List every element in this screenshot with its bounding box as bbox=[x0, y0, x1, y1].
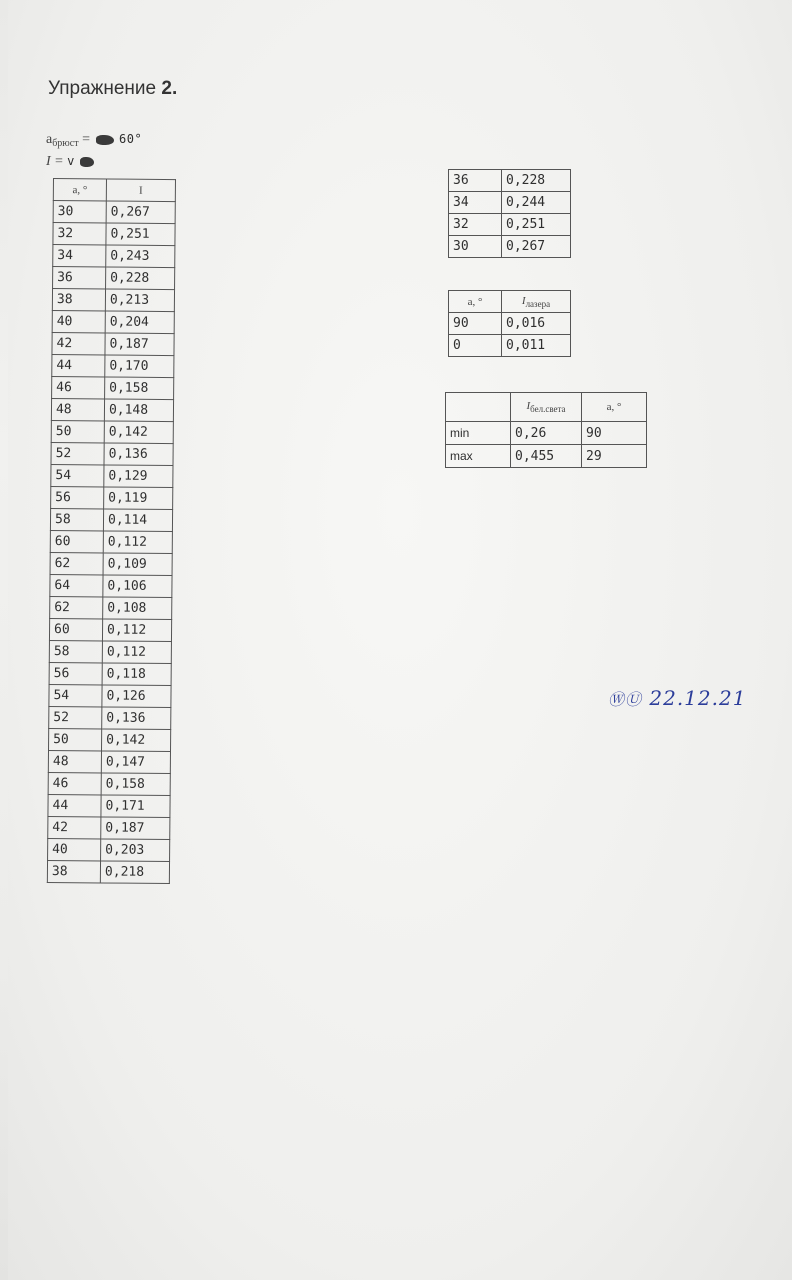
angle-cell: 56 bbox=[49, 662, 102, 684]
table-row bbox=[51, 464, 173, 487]
angle-cell: 90 bbox=[582, 422, 647, 445]
intensity-cell: 0,170 bbox=[105, 355, 174, 378]
table-row bbox=[449, 214, 571, 236]
angle-cell: 32 bbox=[53, 223, 106, 245]
intensity-cell: 0,171 bbox=[101, 795, 170, 818]
intensity-cell: 0,108 bbox=[103, 597, 172, 620]
table-row bbox=[49, 684, 171, 707]
angle-column-header: a, ° bbox=[53, 179, 106, 201]
paper-sheet bbox=[8, 0, 792, 1280]
intensity-cell: 0,112 bbox=[102, 619, 171, 642]
angle-cell: 29 bbox=[582, 445, 647, 468]
table-row bbox=[48, 750, 170, 773]
angle-cell: 38 bbox=[47, 860, 100, 882]
table-row bbox=[53, 267, 175, 290]
table-row bbox=[449, 335, 571, 357]
table-row bbox=[449, 236, 571, 258]
angle-cell: 46 bbox=[52, 376, 105, 398]
intensity-cell: 0,228 bbox=[106, 267, 175, 290]
angle-cell: 42 bbox=[48, 816, 101, 838]
intensity-cell: 0,187 bbox=[105, 333, 174, 356]
empty-header-cell bbox=[446, 393, 511, 422]
intensity-cell: 0,142 bbox=[104, 421, 173, 444]
angle-cell: 42 bbox=[52, 332, 105, 354]
row-label-cell: min bbox=[446, 422, 511, 445]
angle-cell: 50 bbox=[51, 420, 104, 442]
intensity-cell: 0,455 bbox=[511, 445, 582, 468]
intensity-cell: 0,26 bbox=[511, 422, 582, 445]
intensity-cell: 0,011 bbox=[502, 335, 571, 357]
angle-cell: 32 bbox=[449, 214, 502, 236]
angle-cell: 46 bbox=[48, 772, 101, 794]
intensity-label: I = bbox=[46, 154, 64, 169]
intensity-cell: 0,251 bbox=[502, 214, 571, 236]
intensity-subscript: бел.света bbox=[530, 404, 566, 414]
intensity-cell: 0,148 bbox=[104, 399, 173, 422]
signature bbox=[608, 686, 746, 710]
table-row bbox=[52, 289, 174, 312]
ink-blot bbox=[96, 135, 114, 145]
intensity-cell: 0,142 bbox=[102, 729, 171, 752]
table-row bbox=[51, 442, 173, 465]
intensity-cell: 0,112 bbox=[103, 531, 172, 554]
angle-cell: 52 bbox=[51, 442, 104, 464]
angle-cell: 90 bbox=[449, 313, 502, 335]
table-row bbox=[49, 640, 171, 663]
table-row bbox=[48, 794, 170, 817]
angle-cell: 44 bbox=[52, 354, 105, 376]
angle-value: 60° bbox=[119, 132, 143, 146]
table-row bbox=[51, 398, 173, 421]
exercise-title bbox=[48, 78, 177, 100]
intensity-value: v bbox=[67, 154, 75, 168]
signature-mark: ⓌⓊ bbox=[608, 690, 643, 709]
table-header-row bbox=[446, 393, 647, 422]
angle-cell: 48 bbox=[48, 750, 101, 772]
angle-cell: 34 bbox=[53, 245, 106, 267]
intensity-cell: 0,136 bbox=[102, 707, 171, 730]
table-header-row bbox=[53, 179, 175, 202]
table-row bbox=[50, 508, 172, 531]
table-row bbox=[446, 422, 647, 445]
angle-cell: 52 bbox=[49, 706, 102, 728]
table-row bbox=[49, 618, 171, 641]
angle-cell: 54 bbox=[51, 464, 104, 486]
table-row bbox=[50, 552, 172, 575]
laser-intensity-header bbox=[502, 291, 571, 313]
intensity-column-header: I bbox=[106, 179, 175, 202]
row-label-cell: max bbox=[446, 445, 511, 468]
angle-cell: 60 bbox=[49, 618, 102, 640]
intensity-cell: 0,118 bbox=[102, 663, 171, 686]
intensity-cell: 0,112 bbox=[102, 641, 171, 664]
intensity-cell: 0,136 bbox=[104, 443, 173, 466]
intensity-cell: 0,016 bbox=[502, 313, 571, 335]
angle-cell: 48 bbox=[51, 398, 104, 420]
table-row bbox=[51, 486, 173, 509]
signature-date: 22.12.21 bbox=[649, 686, 747, 710]
intensity-cell: 0,243 bbox=[106, 245, 175, 268]
angle-label: a bbox=[46, 132, 53, 147]
title-prefix: Упражнение bbox=[48, 78, 157, 99]
angle-cell: 36 bbox=[449, 170, 502, 192]
table-row bbox=[50, 596, 172, 619]
table-row bbox=[49, 706, 171, 729]
table-row bbox=[48, 838, 170, 861]
white-light-table bbox=[445, 392, 647, 468]
angle-cell: 64 bbox=[50, 574, 103, 596]
table-row bbox=[48, 772, 170, 795]
table-row bbox=[52, 332, 174, 355]
intensity-subscript: лазера bbox=[525, 298, 551, 309]
angle-cell: 62 bbox=[50, 596, 103, 618]
table-row bbox=[449, 170, 571, 192]
title-number: 2. bbox=[161, 78, 178, 99]
angle-cell: 62 bbox=[50, 552, 103, 574]
angle-cell: 38 bbox=[52, 289, 105, 311]
intensity-cell: 0,187 bbox=[101, 817, 170, 840]
angle-column-header: a, ° bbox=[582, 393, 647, 422]
angle-cell: 60 bbox=[50, 530, 103, 552]
angle-cell: 54 bbox=[49, 684, 102, 706]
intensity-cell: 0,126 bbox=[102, 685, 171, 708]
intensity-symbol: I bbox=[521, 294, 526, 307]
angle-cell: 58 bbox=[50, 508, 103, 530]
intensity-cell: 0,119 bbox=[104, 487, 173, 510]
angle-cell: 36 bbox=[53, 267, 106, 289]
table-row bbox=[47, 860, 169, 883]
angle-cell: 50 bbox=[49, 728, 102, 750]
table-row bbox=[52, 310, 174, 333]
angle-cell: 30 bbox=[449, 236, 502, 258]
angle-cell: 56 bbox=[51, 486, 104, 508]
table-header-row bbox=[449, 291, 571, 313]
intensity-cell: 0,244 bbox=[502, 192, 571, 214]
intensity-cell: 0,218 bbox=[100, 861, 169, 884]
table-row bbox=[49, 662, 171, 685]
angle-cell: 40 bbox=[48, 838, 101, 860]
intensity-cell: 0,114 bbox=[103, 509, 172, 532]
angle-cell: 40 bbox=[52, 310, 105, 332]
table-row bbox=[51, 420, 173, 443]
ink-blot bbox=[80, 157, 94, 167]
laser-table bbox=[448, 290, 571, 357]
angle-cell: 44 bbox=[48, 794, 101, 816]
intensity-symbol: I bbox=[526, 400, 531, 412]
intensity-cell: 0,251 bbox=[106, 223, 175, 246]
white-intensity-header bbox=[511, 393, 582, 422]
intensity-cell: 0,129 bbox=[104, 465, 173, 488]
angle-column-header: a, ° bbox=[449, 291, 502, 313]
angle-cell: 30 bbox=[53, 201, 106, 223]
table-row bbox=[53, 245, 175, 268]
intensity-cell: 0,147 bbox=[101, 751, 170, 774]
intensity-cell: 0,267 bbox=[106, 201, 175, 224]
table-row bbox=[49, 728, 171, 751]
table-row bbox=[50, 574, 172, 597]
intensity-cell: 0,203 bbox=[101, 839, 170, 862]
table-row bbox=[48, 816, 170, 839]
intensity-cell: 0,213 bbox=[105, 289, 174, 312]
intensity-cell: 0,228 bbox=[502, 170, 571, 192]
intensity-param bbox=[46, 154, 96, 170]
angle-cell: 58 bbox=[49, 640, 102, 662]
angle-cell: 34 bbox=[449, 192, 502, 214]
table-row bbox=[449, 192, 571, 214]
intensity-cell: 0,106 bbox=[103, 575, 172, 598]
intensity-cell: 0,204 bbox=[105, 311, 174, 334]
table-row bbox=[52, 354, 174, 377]
intensity-cell: 0,267 bbox=[502, 236, 571, 258]
table-row bbox=[446, 445, 647, 468]
intensity-cell: 0,158 bbox=[101, 773, 170, 796]
angle-subscript: брюст bbox=[52, 138, 79, 149]
main-measurement-table bbox=[47, 178, 176, 884]
table-row bbox=[52, 376, 174, 399]
intensity-cell: 0,109 bbox=[103, 553, 172, 576]
intensity-cell: 0,158 bbox=[105, 377, 174, 400]
brewster-angle-param: $a_{брюст} = 60^\circ$ bbox=[46, 132, 143, 149]
table-row bbox=[53, 223, 175, 246]
angle-cell: 0 bbox=[449, 335, 502, 357]
table-row bbox=[50, 530, 172, 553]
continuation-table bbox=[448, 169, 571, 258]
table-row bbox=[449, 313, 571, 335]
table-row bbox=[53, 201, 175, 224]
